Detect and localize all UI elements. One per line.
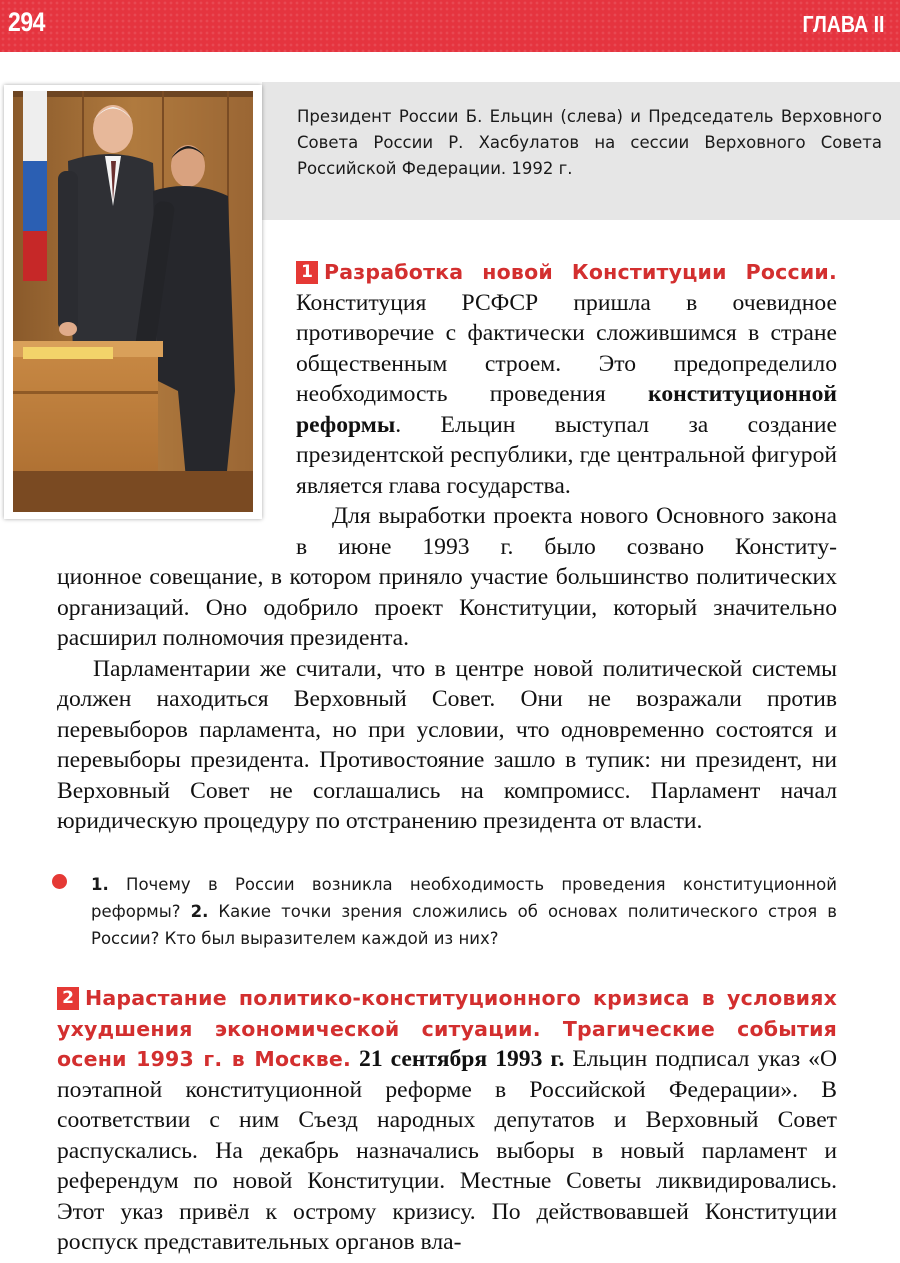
section1-intro-rest: . Ельцин выступал за создание президентской республики, где центральной фигурой является глава государства. [296, 411, 837, 499]
section1-para2-part2: ционное совещание, в котором приняло участие большинство политических организаций. Оно одобрило проект Конституции, который значительно расширил полномочия президента. [57, 564, 837, 651]
section1-number-badge: 1 [296, 261, 318, 284]
chapter-label: ГЛАВА II [802, 11, 884, 37]
photo-frame [4, 85, 262, 519]
question1-text: Почему в России возникла необходимость проведения конституционной реформы? [91, 875, 837, 921]
section1-body [57, 562, 837, 837]
section1-intro-text: Конституция РСФСР пришла в очевидное противоречие с фактически сложившимся в стране общественным строем. Это предопределило необходимость проведения [296, 289, 837, 407]
section2-bold-date: 21 сентября 1993 г. [359, 1046, 565, 1072]
section1-title: Разработка новой Конституции России. [324, 260, 837, 284]
section1-para3: Парламентарии же считали, что в центре новой политической системы должен находиться Верховный Совет. Они не возражали против перевыборов парламента, но при условии, что одновременно состоятся и перевыборы президента. Противостояние зашло в тупик: ни президент, ни Верховный Совет не соглашались на компромисс. Парламент начал юридическую процедуру по отстранению президента от власти. [57, 655, 837, 834]
review-questions [91, 871, 837, 952]
page-number: 294 [8, 7, 46, 37]
question2-text: Какие точки зрения сложились об основах политического строя в России? Кто был выразителем каждой из них? [91, 902, 837, 948]
page-header [0, 0, 900, 52]
section2 [57, 983, 837, 1258]
section2-text: Ельцин подписал указ «О поэтапной конституционной реформе в Российской Федерации». В соответствии с ним Съезд народных депутатов и Верховный Совет распускались. На декабрь назначались выборы в новый парламент и референдум по новой Конституции. Местные Советы ликвидировались. Этот указ привёл к острому кризису. По действовавшей Конституции роспуск представительных органов вла- [57, 1046, 837, 1255]
section1-intro [296, 257, 837, 562]
question2-number: 2. [190, 902, 209, 921]
photo-caption: Президент России Б. Ельцин (слева) и Председатель Верховного Совета России Р. Хасбулатов на сессии Верховного Совета Российской Федерации. 1992 г. [297, 107, 882, 178]
section2-title: Нарастание политико-конституционного кризиса в условиях ухудшения экономической ситуации. Трагические события осени 1993 г. в Москве. [57, 986, 837, 1071]
section1-para2-part1: Для выработки проекта нового Основного закона в июне 1993 г. было созвано Конститу- [296, 503, 837, 560]
question-marker-icon [52, 874, 67, 889]
section1-bold-term: конституционной реформы [296, 381, 837, 438]
question1-number: 1. [91, 875, 109, 894]
yeltsin-khasbulatov-photo [13, 91, 253, 512]
section2-number-badge: 2 [57, 987, 79, 1010]
